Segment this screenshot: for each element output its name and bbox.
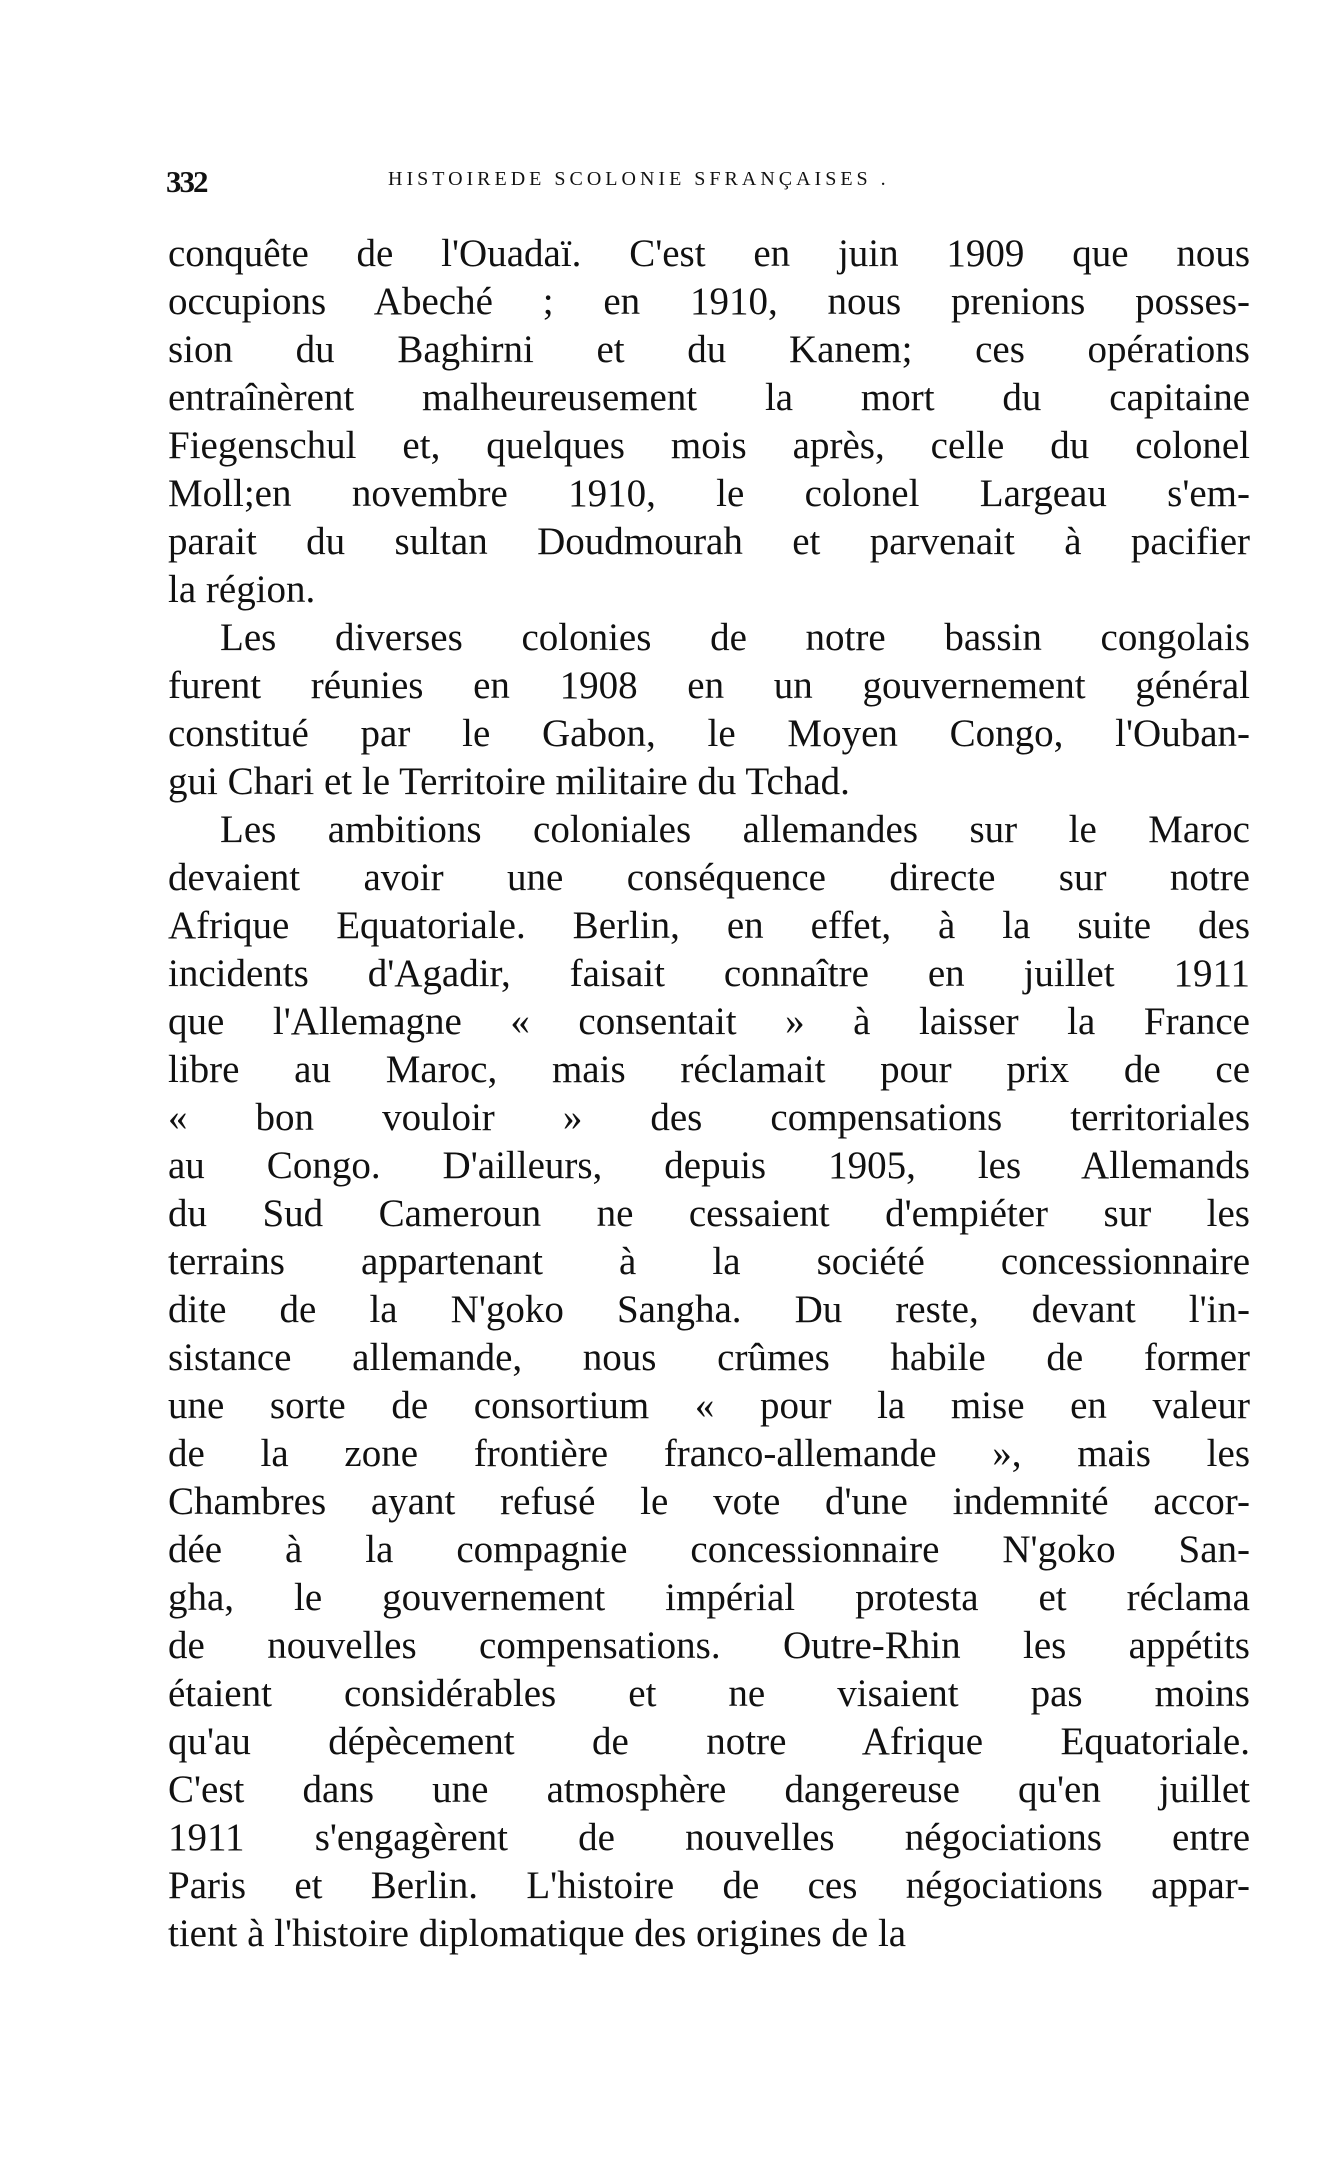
text-line: conquête de l'Ouadaï. C'est en juin 1909 que nous xyxy=(168,232,1250,275)
text-line: « bon vouloir » des compensations territoriales xyxy=(168,1096,1250,1139)
text-line: tient à l'histoire diplomatique des origines de la xyxy=(168,1912,907,1955)
body-text xyxy=(168,230,1250,1958)
text-line: gui Chari et le Territoire militaire du Tchad. xyxy=(168,760,850,803)
text-line: incidents d'Agadir, faisait connaître en juillet 1911 xyxy=(168,952,1250,995)
text-line: furent réunies en 1908 en un gouvernement général xyxy=(168,664,1250,707)
text-line: Moll;en novembre 1910, le colonel Largeau s'em- xyxy=(168,472,1250,515)
text-line: dée à la compagnie concessionnaire N'goko San- xyxy=(168,1528,1250,1571)
page-number: 332 xyxy=(166,164,207,199)
text-line: de la zone frontière franco-allemande », mais les xyxy=(168,1432,1250,1475)
text-line: constitué par le Gabon, le Moyen Congo, l'Ouban- xyxy=(168,712,1250,755)
text-line: au Congo. D'ailleurs, depuis 1905, les Allemands xyxy=(168,1144,1250,1187)
text-line: qu'au dépècement de notre Afrique Equatoriale. xyxy=(168,1720,1250,1763)
text-line: 1911 s'engagèrent de nouvelles négociations entre xyxy=(168,1816,1250,1859)
running-title: HISTOIREDE SCOLONIE SFRANÇAISES . xyxy=(388,168,890,190)
text-line: Les ambitions coloniales allemandes sur le Maroc xyxy=(220,808,1250,851)
text-line: la région. xyxy=(168,568,316,611)
text-line: C'est dans une atmosphère dangereuse qu'en juillet xyxy=(168,1768,1250,1811)
text-line: du Sud Cameroun ne cessaient d'empiéter sur les xyxy=(168,1192,1250,1235)
text-line: terrains appartenant à la société concessionnaire xyxy=(168,1240,1250,1283)
text-line: Fiegenschul et, quelques mois après, celle du colonel xyxy=(168,424,1250,467)
text-line: Les diverses colonies de notre bassin congolais xyxy=(220,616,1250,659)
text-line: sion du Baghirni et du Kanem; ces opérations xyxy=(168,328,1250,371)
text-line: une sorte de consortium « pour la mise en valeur xyxy=(168,1384,1250,1427)
text-line: Paris et Berlin. L'histoire de ces négociations appar- xyxy=(168,1864,1250,1907)
text-line: gha, le gouvernement impérial protesta et réclama xyxy=(168,1576,1250,1619)
text-line: devaient avoir une conséquence directe sur notre xyxy=(168,856,1250,899)
text-line: libre au Maroc, mais réclamait pour prix de ce xyxy=(168,1048,1250,1091)
text-line: que l'Allemagne « consentait » à laisser la France xyxy=(168,1000,1250,1043)
text-line: entraînèrent malheureusement la mort du capitaine xyxy=(168,376,1250,419)
text-line: dite de la N'goko Sangha. Du reste, devant l'in- xyxy=(168,1288,1250,1331)
text-line: occupions Abeché ; en 1910, nous prenions posses- xyxy=(168,280,1250,323)
text-line: parait du sultan Doudmourah et parvenait à pacifier xyxy=(168,520,1250,563)
text-line: de nouvelles compensations. Outre-Rhin les appétits xyxy=(168,1624,1250,1667)
text-line: Afrique Equatoriale. Berlin, en effet, à la suite des xyxy=(168,904,1250,947)
text-line: sistance allemande, nous crûmes habile de former xyxy=(168,1336,1250,1379)
text-line: Chambres ayant refusé le vote d'une indemnité accor- xyxy=(168,1480,1250,1523)
text-line: étaient considérables et ne visaient pas moins xyxy=(168,1672,1250,1715)
